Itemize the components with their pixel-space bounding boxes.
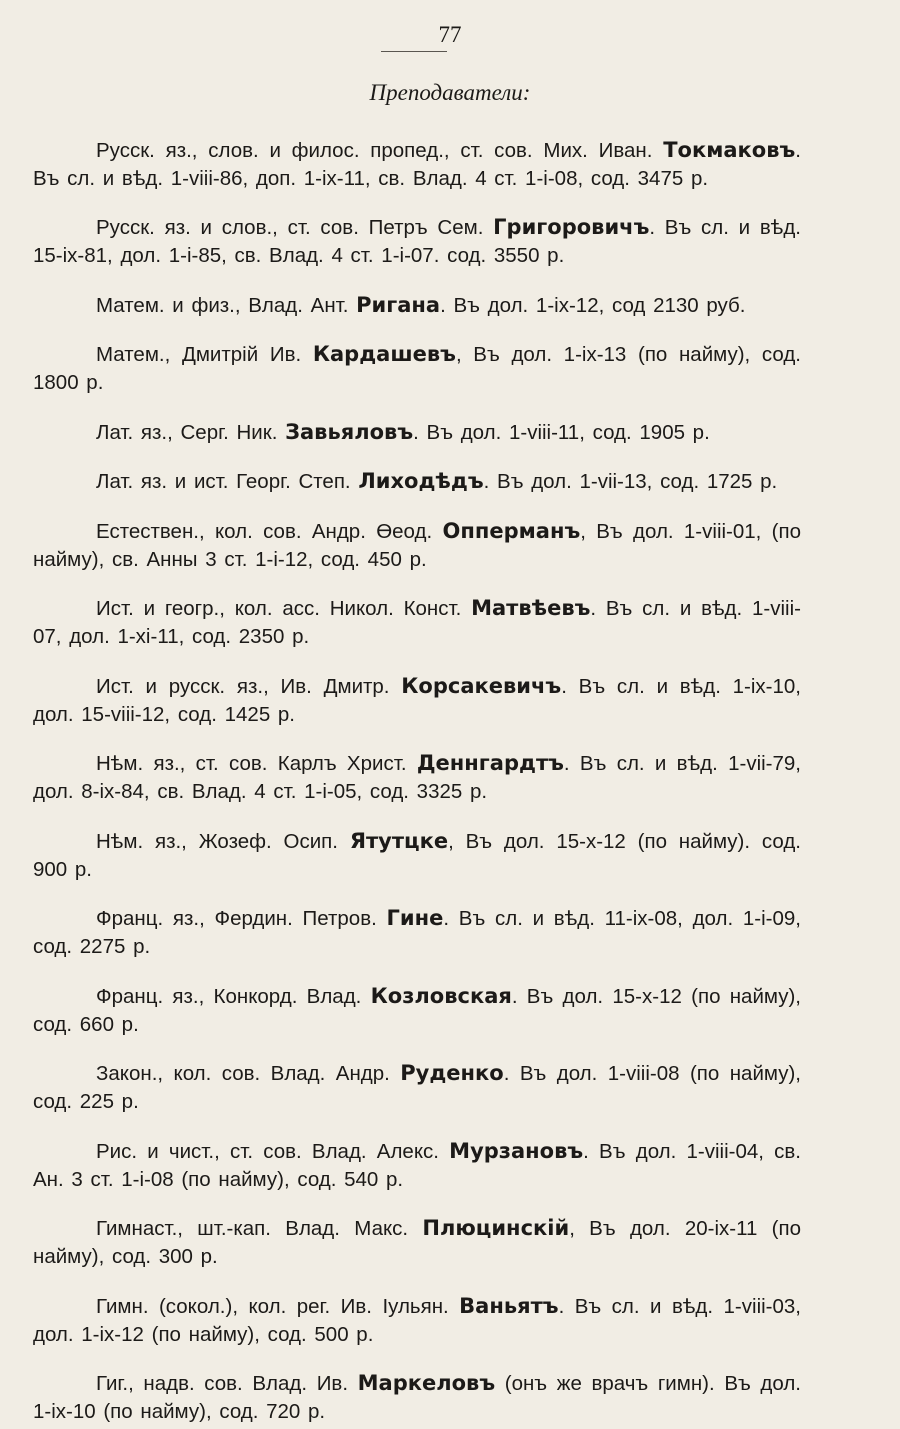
- teacher-entry: [33, 982, 801, 1039]
- entry-details: . Въ сл. и вѣд. 11-ix-08, дол. 1-i-09, сод. 2275 р.: [33, 907, 801, 958]
- teacher-surname: Плюцинскій: [422, 1216, 570, 1240]
- entry-details: . Въ дол. 1-viii-11, сод. 1905 р.: [413, 420, 710, 444]
- entry-details: . Въ сл. и вѣд. 1-viii-03, дол. 1-ix-12 (по найму), сод. 500 р.: [33, 1294, 801, 1346]
- entry-details: , Въ дол. 1-ix-13 (по найму), сод. 1800 р.: [33, 343, 801, 394]
- entry-details: . Въ дол. 1-vii-13, сод. 1725 р.: [483, 470, 778, 493]
- teacher-surname: Козловская: [370, 983, 512, 1008]
- entry-prefix: Ист. и русск. яз., Ив. Дмитр.: [96, 674, 402, 698]
- teacher-list: [33, 115, 801, 1429]
- entry-details: . Въ сл. и вѣд. 1-viii-07, дол. 1-xi-11, сод. 2350 р.: [33, 597, 801, 648]
- teacher-entry: [33, 340, 801, 397]
- teacher-entry: [33, 467, 801, 496]
- teacher-entry: [33, 213, 801, 270]
- teacher-surname: Ригана: [356, 292, 441, 317]
- entry-prefix: Рис. и чист., ст. сов. Влад. Алекс.: [96, 1139, 450, 1163]
- teacher-surname: Григоровичъ: [493, 215, 650, 239]
- entry-details: . Въ дол. 1-ix-12, сод 2130 руб.: [440, 293, 746, 317]
- entry-prefix: Закон., кол. сов. Влад. Андр.: [96, 1062, 401, 1085]
- teacher-surname: Маркеловъ: [357, 1371, 496, 1395]
- teacher-surname: Кардашевъ: [312, 342, 456, 366]
- teacher-surname: Лиходѣдъ: [358, 469, 484, 493]
- teacher-surname: Матвѣевъ: [471, 596, 591, 620]
- entry-details: . Въ сл. и вѣд. 1-viii-86, доп. 1-ix-11, св. Влад. 4 ст. 1-i-08, сод. 3475 р.: [33, 138, 801, 190]
- entry-prefix: Франц. яз., Фердин. Петров.: [96, 907, 387, 930]
- page-number: 77: [438, 22, 462, 47]
- entry-details: . Въ сл. и вѣд. 1-vii-79, дол. 8-ix-84, св. Влад. 4 ст. 1-i-05, сод. 3325 р.: [33, 752, 802, 803]
- entry-details: . Въ дол. 1-viii-04, св. Ан. 3 ст. 1-i-08 (по найму), сод. 540 р.: [33, 1139, 801, 1191]
- teacher-entry: [33, 418, 801, 447]
- entry-prefix: Нѣм. яз., Жозеф. Осип.: [96, 829, 350, 853]
- teacher-entry: [33, 1214, 801, 1271]
- teacher-surname: Мурзановъ: [449, 1138, 584, 1163]
- teacher-entry: [33, 827, 801, 884]
- entry-prefix: Гимнаст., шт.-кап. Влад. Макс.: [96, 1217, 423, 1240]
- teacher-surname: Гине: [386, 906, 444, 930]
- teacher-entry: [33, 904, 801, 961]
- entry-prefix: Матем. и физ., Влад. Ант.: [96, 293, 357, 317]
- teacher-entry: [33, 672, 801, 729]
- teacher-entry: [33, 291, 801, 320]
- teacher-surname: Ятутцке: [349, 828, 449, 853]
- entry-prefix: Матем., Дмитрій Ив.: [96, 343, 313, 366]
- teacher-entry: [33, 1137, 801, 1194]
- entry-details: , Въ дол. 1-viii-01, (по найму), св. Анны 3 ст. 1-i-12, сод. 450 р.: [33, 519, 802, 571]
- teacher-entry: [33, 1059, 801, 1116]
- teacher-entry: [33, 1292, 801, 1349]
- entry-details: . Въ дол. 15-x-12 (по найму), сод. 660 р.: [33, 984, 801, 1036]
- entry-prefix: Лат. яз., Серг. Ник.: [96, 420, 286, 444]
- entry-prefix: Русск. яз., слов. и филос. пропед., ст. сов. Мих. Иван.: [96, 138, 664, 162]
- teacher-surname: Руденко: [400, 1061, 504, 1085]
- entry-prefix: Гимн. (сокол.), кол. рег. Ив. Іульян.: [96, 1294, 460, 1318]
- entry-prefix: Франц. яз., Конкорд. Влад.: [96, 984, 371, 1008]
- teacher-entry: [33, 136, 801, 193]
- teacher-surname: Ваньятъ: [459, 1293, 559, 1318]
- entry-prefix: Нѣм. яз., ст. сов. Карлъ Христ.: [96, 752, 417, 775]
- entry-prefix: Лат. яз. и ист. Георг. Степ.: [96, 470, 359, 493]
- entry-prefix: Ист. и геогр., кол. асс. Никол. Конст.: [96, 597, 472, 620]
- entry-prefix: Гиг., надв. сов. Влад. Ив.: [96, 1372, 358, 1395]
- entry-details: , Въ дол. 20-ix-11 (по найму), сод. 300 р.: [33, 1217, 801, 1268]
- teacher-surname: Опперманъ: [442, 518, 581, 543]
- teacher-entry: [33, 517, 801, 574]
- section-heading: Преподаватели:: [369, 80, 531, 105]
- entry-details: , Въ дол. 15-x-12 (по найму). сод. 900 р.: [33, 829, 801, 881]
- entry-prefix: Русск. яз. и слов., ст. сов. Петръ Сем.: [96, 216, 494, 239]
- teacher-surname: Токмаковъ: [663, 137, 796, 162]
- page-number-rule: [381, 51, 447, 52]
- teacher-entry: [33, 594, 801, 651]
- teacher-surname: Завьяловъ: [285, 419, 414, 444]
- teacher-entry: [33, 1369, 801, 1426]
- teacher-surname: Корсакевичъ: [401, 673, 562, 698]
- teacher-entry: [33, 749, 801, 806]
- entry-details: . Въ сл. и вѣд. 1-ix-10, дол. 15-viii-12, сод. 1425 р.: [33, 674, 802, 726]
- teacher-surname: Деннгардтъ: [416, 751, 564, 775]
- entry-details: . Въ сл. и вѣд. 15-ix-81, дол. 1-i-85, св. Влад. 4 ст. 1-i-07. сод. 3550 р.: [33, 216, 801, 267]
- entry-details: (онъ же врачъ гимн). Въ дол. 1-ix-10 (по найму), сод. 720 р.: [33, 1372, 801, 1423]
- entry-prefix: Естествен., кол. сов. Андр. Өеод.: [96, 519, 443, 543]
- entry-details: . Въ дол. 1-viii-08 (по найму), сод. 225 р.: [33, 1062, 801, 1113]
